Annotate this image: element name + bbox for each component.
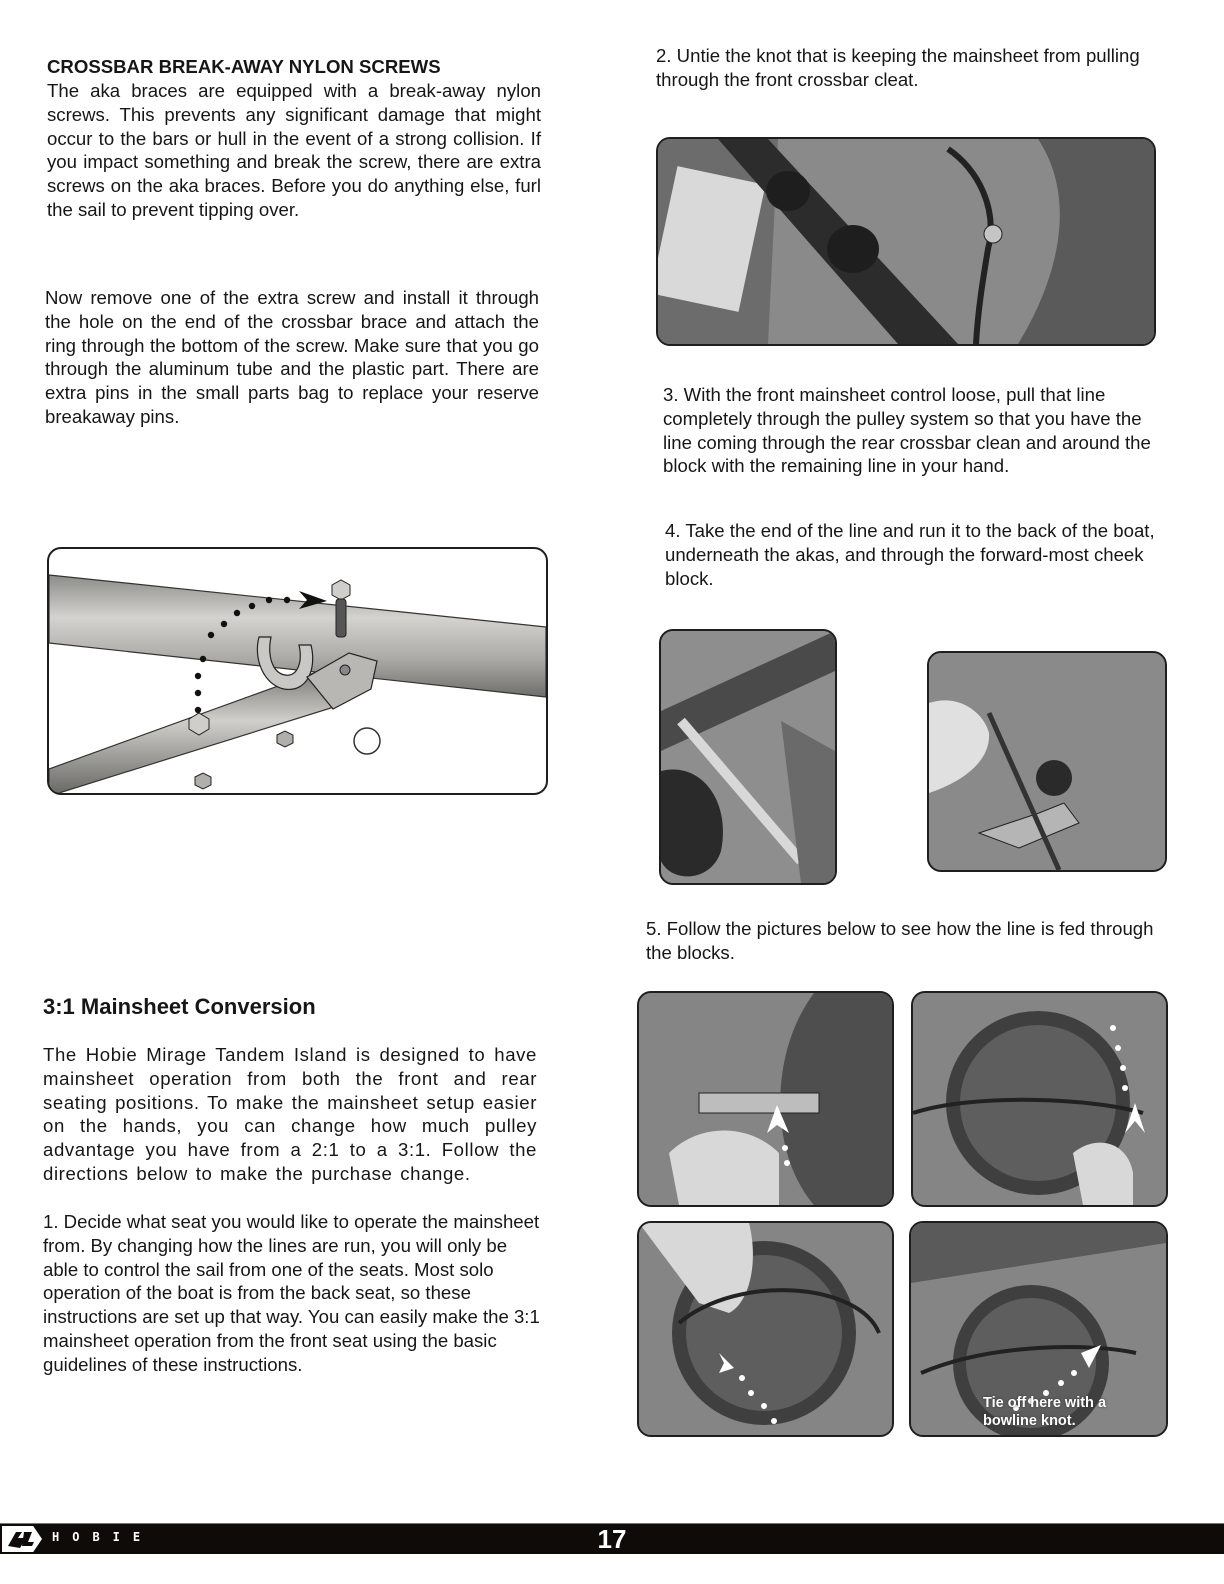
feed-step-photo-1 bbox=[637, 991, 894, 1207]
crossbar-brace-diagram bbox=[47, 547, 548, 795]
brace-tube bbox=[49, 673, 334, 793]
crossbar-cleat-photo bbox=[656, 137, 1156, 346]
split-ring bbox=[354, 728, 380, 754]
hull-plug bbox=[1036, 760, 1072, 796]
step-1-text: 1. Decide what seat you would like to operate the mainsheet from. By changing how the lines are run, you will only be able to control the sail from one of the seats. Most solo operation of the boat is from the back seat, so these instructions are set up that way. You can easily make the 3:1 mainsheet operation from the front seat using the basic guidelines of these instructions. bbox=[43, 1211, 540, 1375]
tie-off-caption: Tie off here with a bowline knot. bbox=[983, 1395, 1107, 1429]
hull-side-line-photo bbox=[659, 629, 837, 885]
crossbar-section-body: The aka braces are equipped with a break-away nylon screws. This prevents any significant damage that might occur to the bars or hull in the event of a strong collision. If you impact something and break the screw, there are extra screws on the aka braces. Before you do anything else, furl the sail to prevent tipping over. bbox=[47, 80, 541, 220]
step-2-text: 2. Untie the knot that is keeping the mainsheet from pulling through the front crossbar cleat. bbox=[656, 45, 1140, 90]
step-5-text: 5. Follow the pictures below to see how the line is fed through the blocks. bbox=[646, 918, 1154, 963]
mainsheet-section-heading: 3:1 Mainsheet Conversion bbox=[43, 994, 316, 1019]
page-footer bbox=[0, 1523, 1224, 1554]
nylon-screw-shaft bbox=[336, 599, 346, 637]
crossbar-section-heading: CROSSBAR BREAK-AWAY NYLON SCREWS bbox=[47, 56, 441, 77]
feed-step-photo-2 bbox=[911, 991, 1168, 1207]
cleat-1 bbox=[766, 171, 810, 211]
feed-step-photo-3 bbox=[637, 1221, 894, 1437]
hand bbox=[669, 1131, 779, 1206]
footer-brand-text: HOBIE bbox=[52, 1530, 154, 1544]
step-3-text: 3. With the front mainsheet control loose, pull that line completely through the pulley system so that you have the line coming through the rear crossbar clean and around the block with the remaining line in your hand. bbox=[663, 384, 1151, 477]
install-screw-paragraph: Now remove one of the extra screw and install it through the hole on the end of the crossbar brace and attach the ring through the bottom of the screw. Make sure that you go through the aluminum tube and the plastic part. There are extra pins in the small parts bag to replace your reserve breakaway pins. bbox=[45, 287, 539, 427]
nylon-screw-head bbox=[332, 580, 350, 600]
mainsheet-intro-paragraph: The Hobie Mirage Tandem Island is designed to have mainsheet operation from both the front and rear seating positions. To make the mainsheet setup easier on the hands, you can change how much pulley advantage you have from a 2:1 to a 3:1. Follow the directions below to make the purchase change. bbox=[43, 1044, 537, 1184]
step-4-text: 4. Take the end of the line and run it to the back of the boat, underneath the akas, and through the forward-most cheek block. bbox=[665, 520, 1155, 589]
page-number: 17 bbox=[597, 1524, 627, 1554]
feed-step-photo-4 bbox=[909, 1221, 1168, 1437]
cleat-2 bbox=[827, 225, 879, 273]
cheek-block-photo bbox=[927, 651, 1167, 872]
